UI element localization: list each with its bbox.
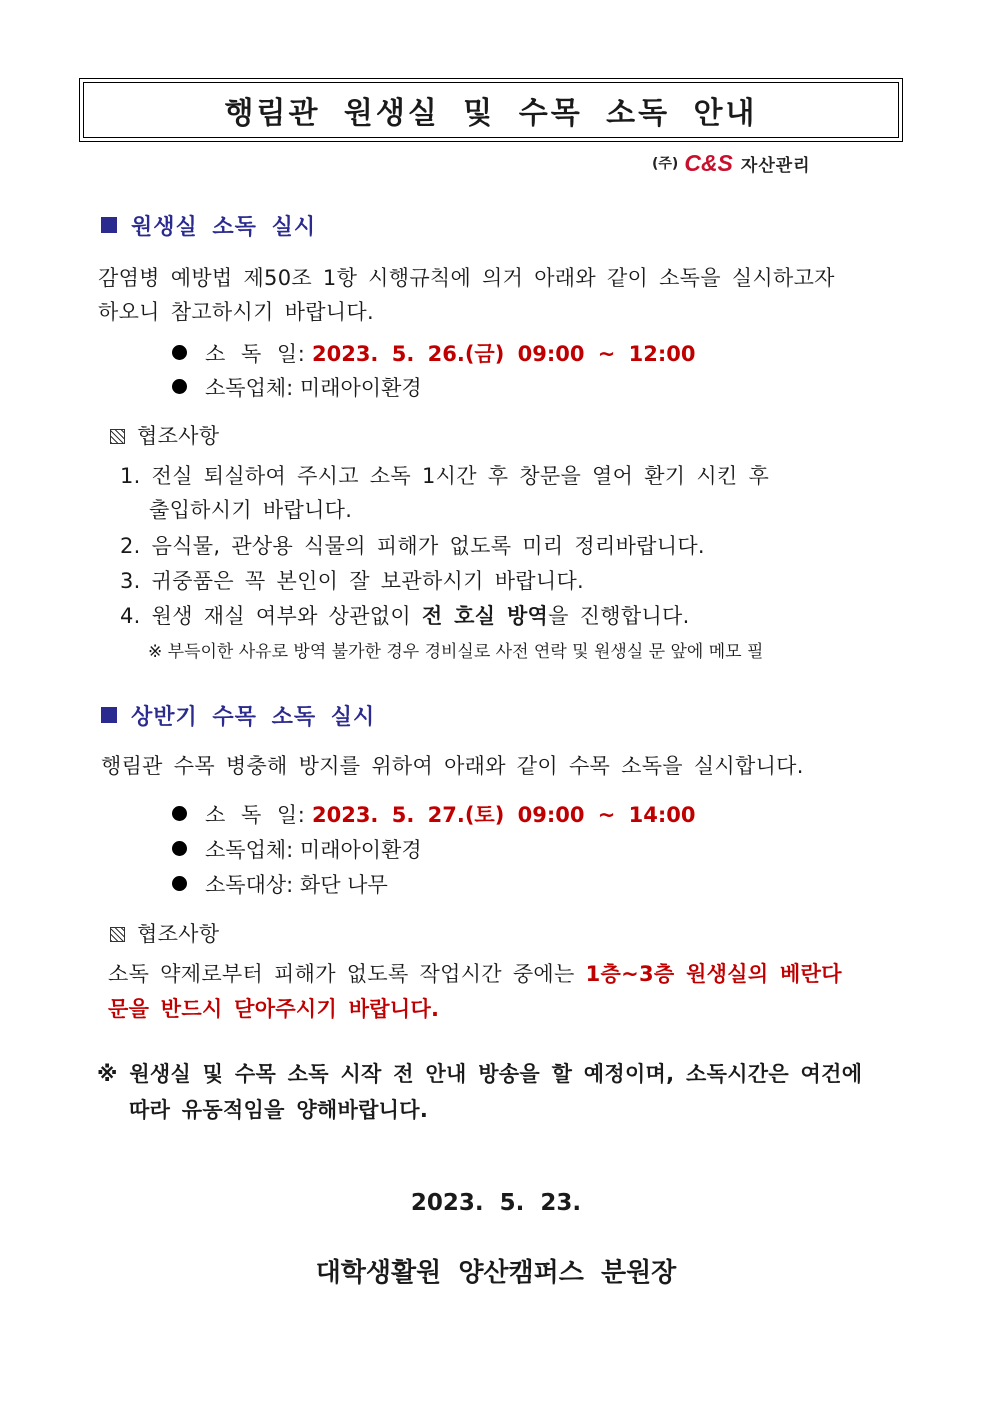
title-inner-frame xyxy=(83,82,899,138)
section2-date-value: 2023. 5. 27.(토) 09:00 ~ 14:00 xyxy=(311,803,696,827)
section2-intro: 행림관 수목 병충해 방지를 위하여 아래와 같이 수목 소독을 실시합니다. xyxy=(101,754,804,778)
hatched-box-icon xyxy=(110,927,125,942)
section1-item4-bold: 전 호실 방역 xyxy=(421,604,549,628)
section1-company-label: 소독업체: xyxy=(205,376,294,400)
bullet-dot-icon xyxy=(172,345,187,360)
section1-intro-line1: 감염병 예방법 제50조 1항 시행규칙에 의거 아래와 같이 소독을 실시하고자 xyxy=(98,266,835,290)
section2-date-label: 소 독 일: xyxy=(205,803,306,827)
section2-target-label: 소독대상: xyxy=(205,873,294,897)
section1-item2: 2. 음식물, 관상용 식물의 피해가 없도록 미리 정리바랍니다. xyxy=(120,534,705,558)
section1-coop-heading xyxy=(110,420,219,450)
section1-company-row xyxy=(172,372,422,402)
section2-coop-heading xyxy=(110,918,219,948)
bullet-dot-icon xyxy=(172,806,187,821)
section1-item3: 3. 귀중품은 꼭 본인이 잘 보관하시기 바랍니다. xyxy=(120,569,585,593)
notice-line2: 따라 유동적임을 양해바랍니다. xyxy=(129,1098,429,1122)
notice-line1: ※ 원생실 및 수목 소독 시작 전 안내 방송을 할 예정이며, 소독시간은 여건에 xyxy=(97,1062,863,1086)
section2-company-label: 소독업체: xyxy=(205,838,294,862)
section2-company-value: 미래아이환경 xyxy=(299,838,422,862)
section2-company-row xyxy=(172,834,422,864)
section2-target-value: 화단 나무 xyxy=(299,873,388,897)
section1-item4-pre: 4. 원생 재실 여부와 상관없이 xyxy=(120,604,422,628)
section2-coop-line1-pre: 소독 약제로부터 피해가 없도록 작업시간 중에는 xyxy=(108,962,586,986)
bullet-dot-icon xyxy=(172,876,187,891)
hatched-box-icon xyxy=(110,429,125,444)
section1-item4 xyxy=(120,600,690,630)
logo-name: 자산관리 xyxy=(740,155,811,176)
section2-coop-line1 xyxy=(108,958,842,988)
section2-heading xyxy=(101,700,375,731)
section1-item1-line1: 1. 전실 퇴실하여 주시고 소독 1시간 후 창문을 열어 환기 시킨 후 xyxy=(120,464,770,488)
title-box xyxy=(79,78,903,142)
section2-coop-line2: 문을 반드시 닫아주시기 바랍니다. xyxy=(108,997,440,1021)
logo-brand: C&S xyxy=(684,149,733,176)
section1-heading xyxy=(101,210,316,241)
issue-date: 2023. 5. 23. xyxy=(410,1190,582,1216)
section1-item1-line2: 출입하시기 바랍니다. xyxy=(149,498,353,522)
signature: 대학생활원 양산캠퍼스 분원장 xyxy=(315,1258,677,1288)
section1-item4-post: 을 진행합니다. xyxy=(548,604,690,628)
section1-date-row xyxy=(172,338,696,368)
section1-coop-heading-text: 협조사항 xyxy=(137,424,220,448)
section2-target-row xyxy=(172,869,388,899)
section2-coop-line1-red: 1층~3층 원생실의 베란다 xyxy=(585,962,842,986)
square-bullet-icon xyxy=(101,217,117,233)
bullet-dot-icon xyxy=(172,379,187,394)
page-title: 행림관 원생실 및 수목 소독 안내 xyxy=(224,96,758,131)
section1-date-label: 소 독 일: xyxy=(205,342,306,366)
company-logo xyxy=(652,150,811,176)
section2-coop-heading-text: 협조사항 xyxy=(137,922,220,946)
logo-prefix: (주) xyxy=(652,156,679,172)
section1-heading-text: 원생실 소독 실시 xyxy=(131,215,317,240)
bullet-dot-icon xyxy=(172,841,187,856)
section1-date-value: 2023. 5. 26.(금) 09:00 ~ 12:00 xyxy=(311,342,696,366)
section2-date-row xyxy=(172,799,696,829)
section1-intro-line2: 하오니 참고하시기 바랍니다. xyxy=(98,300,374,324)
square-bullet-icon xyxy=(101,707,117,723)
section1-item4-note: ※ 부득이한 사유로 방역 불가한 경우 경비실로 사전 연락 및 원생실 문 앞에 메모 필 xyxy=(148,642,764,662)
section1-company-value: 미래아이환경 xyxy=(299,376,422,400)
section2-heading-text: 상반기 수목 소독 실시 xyxy=(131,705,376,730)
